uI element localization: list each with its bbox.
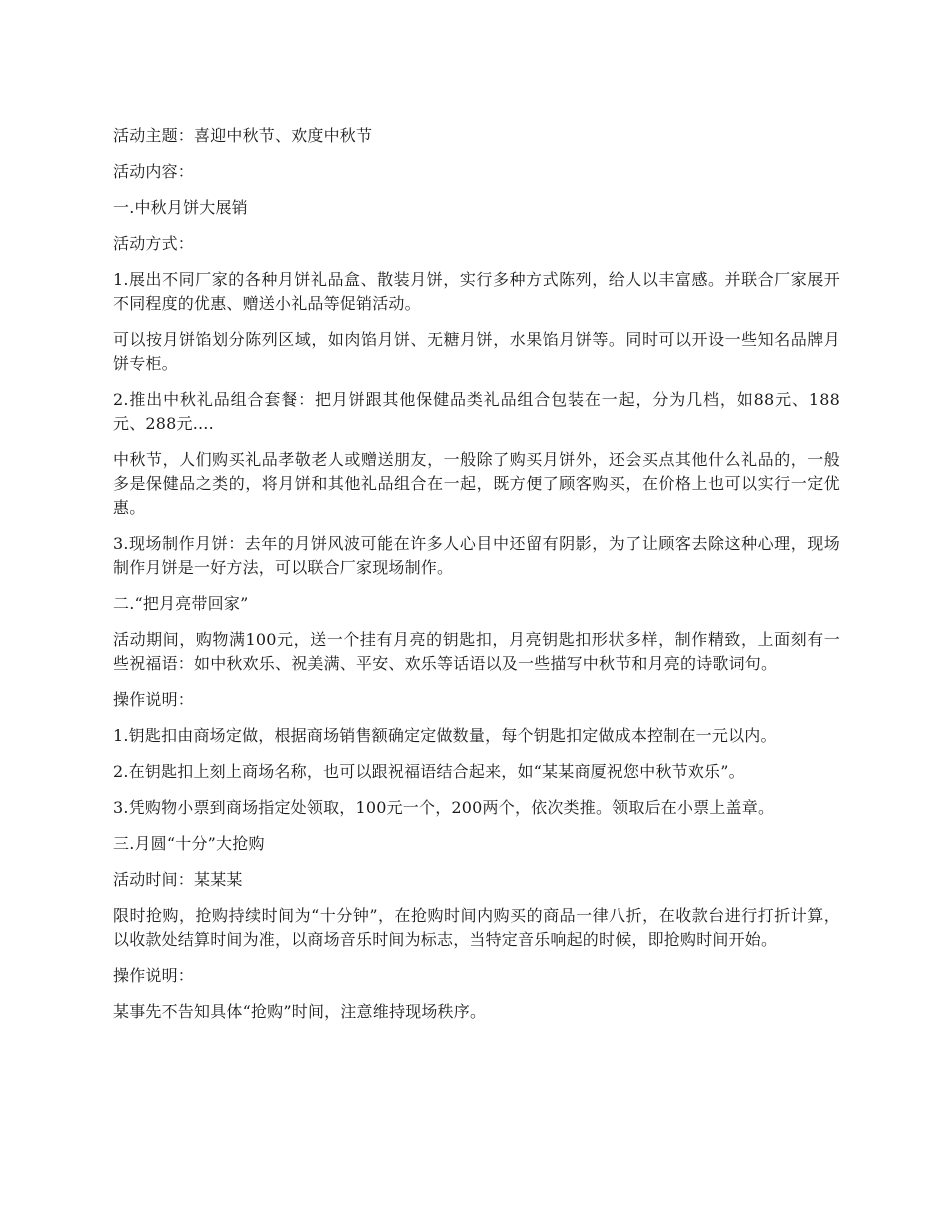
paragraph: 限时抢购，抢购持续时间为“十分钟”，在抢购时间内购买的商品一律八折，在收款台进行打折计算，以收款处结算时间为准，以商场音乐时间为标志，当特定音乐响起的时候，即抢购时间开始。 [113,906,840,949]
paragraph: 某事先不告知具体“抢购”时间，注意维持现场秩序。 [113,1002,487,1021]
paragraph: 3.现场制作月饼：去年的月饼风波可能在许多人心目中还留有阴影，为了让顾客去除这种心理，现场制作月饼是一好方法，可以联合厂家现场制作。 [113,534,840,577]
paragraph: 活动期间，购物满100元，送一个挂有月亮的钥匙扣，月亮钥匙扣形状多样，制作精致，上面刻有一些祝福语：如中秋欢乐、祝美满、平安、欢乐等话语以及一些描写中秋节和月亮的诗歌词句。 [113,630,840,673]
operation-notes-heading: 操作说明： [113,966,195,985]
activity-method-heading: 活动方式： [113,234,195,253]
paragraph: 1.钥匙扣由商场定做，根据商场销售额确定定做数量，每个钥匙扣定做成本控制在一元以内。 [113,726,777,745]
paragraph: 中秋节，人们购买礼品孝敬老人或赠送朋友，一般除了购买月饼外，还会买点其他什么礼品的，一般多是保健品之类的，将月饼和其他礼品组合在一起，既方便了顾客购买，在价格上也可以实行一定优惠。 [113,450,840,517]
paragraph: 3.凭购物小票到商场指定处领取，100元一个，200两个，依次类推。领取后在小票上盖章。 [113,798,775,817]
section-2-heading: 二.“把月亮带回家” [113,594,249,613]
paragraph: 2.在钥匙扣上刻上商场名称，也可以跟祝福语结合起来，如“某某商厦祝您中秋节欢乐”。 [113,762,745,781]
paragraph: 1.展出不同厂家的各种月饼礼品盒、散装月饼，实行多种方式陈列，给人以丰富感。并联合厂家展开不同程度的优惠、赠送小礼品等促销活动。 [113,270,840,313]
operation-notes-heading: 操作说明： [113,690,195,709]
activity-content-heading: 活动内容： [113,162,195,181]
section-1-heading: 一.中秋月饼大展销 [113,198,248,217]
document-body [113,124,840,1036]
paragraph: 可以按月饼馅划分陈列区域，如肉馅月饼、无糖月饼，水果馅月饼等。同时可以开设一些知名品牌月饼专柜。 [113,330,840,373]
paragraph: 2.推出中秋礼品组合套餐：把月饼跟其他保健品类礼品组合包装在一起，分为几档，如88元、188元、288元.... [113,390,840,433]
section-3-heading: 三.月圆“十分”大抢购 [113,834,265,853]
activity-time: 活动时间：某某某 [113,870,243,889]
activity-theme: 活动主题：喜迎中秋节、欢度中秋节 [113,126,373,145]
